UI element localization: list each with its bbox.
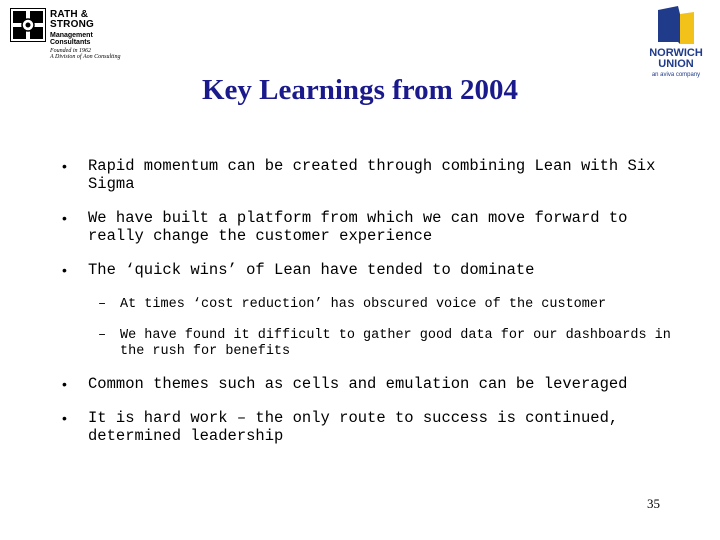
rath-strong-subtitle: Management Consultants bbox=[50, 32, 93, 46]
rath-strong-name: RATH & STRONG bbox=[50, 9, 94, 30]
page-number: 35 bbox=[647, 496, 660, 511]
rath-strong-tagline-2: A Division of Aon Consulting bbox=[50, 54, 121, 60]
norwich-union-tagline: an aviva company bbox=[651, 72, 701, 78]
bullet-item bbox=[62, 376, 692, 394]
bullet-text: The ‘quick wins’ of Lean have tended to dominate bbox=[88, 261, 535, 279]
bullet-marker: • bbox=[62, 262, 67, 278]
norwich-union-flag-icon bbox=[654, 6, 698, 46]
bullet-text: Common themes such as cells and emulation can be leveraged bbox=[88, 374, 628, 393]
bullet-marker: • bbox=[62, 375, 67, 392]
norwich-union-name-1: NORWICH bbox=[649, 47, 703, 59]
rath-strong-tagline-1: Founded in 1962 bbox=[50, 48, 91, 54]
bullet-item bbox=[62, 262, 692, 280]
bullet-text: It is hard work – the only route to success is continued, determined leadership bbox=[88, 409, 619, 445]
norwich-union-name-2: UNION bbox=[658, 58, 694, 70]
bullet-item bbox=[62, 158, 692, 193]
sub-bullet-text: We have found it difficult to gather good data for our dashboards in the rush for benefits bbox=[120, 327, 671, 359]
sub-bullet-item bbox=[62, 297, 692, 313]
norwich-union-logo bbox=[636, 6, 716, 80]
sub-bullet-item bbox=[62, 328, 692, 360]
bullet-list bbox=[62, 158, 692, 445]
sub-bullet-marker: – bbox=[98, 296, 107, 312]
slide-title: Key Learnings from 2004 bbox=[201, 74, 519, 106]
bullet-item bbox=[62, 210, 692, 245]
bullet-text: We have built a platform from which we can move forward to really change the customer experience bbox=[88, 209, 628, 245]
bullet-marker: • bbox=[62, 210, 67, 226]
sub-bullet-marker: – bbox=[98, 327, 107, 343]
bullet-marker: • bbox=[62, 410, 67, 426]
rath-strong-logo bbox=[10, 8, 130, 60]
bullet-text: Rapid momentum can be created through combining Lean with Six Sigma bbox=[88, 157, 656, 193]
rath-strong-emblem-icon bbox=[10, 8, 46, 42]
norwich-union-name bbox=[636, 48, 716, 70]
sub-bullet-text: At times ‘cost reduction’ has obscured voice of the customer bbox=[120, 296, 607, 312]
bullet-item bbox=[62, 410, 692, 445]
bullet-marker: • bbox=[62, 158, 67, 174]
